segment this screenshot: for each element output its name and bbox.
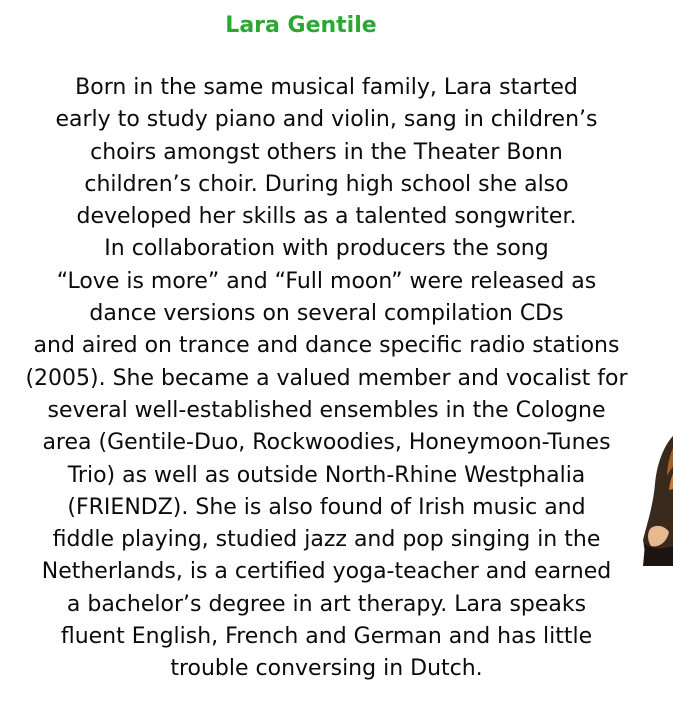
- bio-line: “Love is more” and “Full moon” were released as: [56, 268, 597, 294]
- bio-line: several well-established ensembles in the Cologne: [47, 397, 606, 423]
- bio-line: (FRIENDZ). She is also found of Irish music and: [67, 494, 586, 520]
- bio-line: In collaboration with producers the song: [104, 236, 549, 262]
- bio-line: and aired on trance and dance specific radio stations: [33, 333, 620, 359]
- portrait-photo-edge: [617, 432, 673, 566]
- bio-line: (2005). She became a valued member and vocalist for: [25, 365, 628, 391]
- bio-line: a bachelor’s degree in art therapy. Lara speaks: [66, 591, 587, 617]
- bio-line: fluent English, French and German and has little: [60, 624, 593, 650]
- bio-line: Trio) as well as outside North-Rhine Westphalia: [67, 462, 586, 488]
- portrait-photo-fragment: [617, 432, 673, 566]
- bio-line: dance versions on several compilation CDs: [89, 301, 564, 327]
- bio-line: children’s choir. During high school she also: [84, 171, 569, 197]
- bio-line: developed her skills as a talented songwriter.: [76, 204, 577, 230]
- page-title: Lara Gentile: [225, 13, 377, 38]
- bio-line: trouble conversing in Dutch.: [170, 656, 483, 682]
- bio-line: Netherlands, is a certified yoga-teacher and earned: [41, 559, 612, 585]
- bio-line: area (Gentile-Duo, Rockwoodies, Honeymoon-Tunes: [42, 430, 611, 456]
- bio-line: early to study piano and violin, sang in children’s: [55, 107, 598, 133]
- bio-line: Born in the same musical family, Lara started: [75, 75, 578, 100]
- bio-line: fiddle playing, studied jazz and pop singing in the: [52, 527, 601, 553]
- bio-paragraph: [0, 72, 653, 686]
- bio-line: choirs amongst others in the Theater Bonn: [90, 139, 563, 165]
